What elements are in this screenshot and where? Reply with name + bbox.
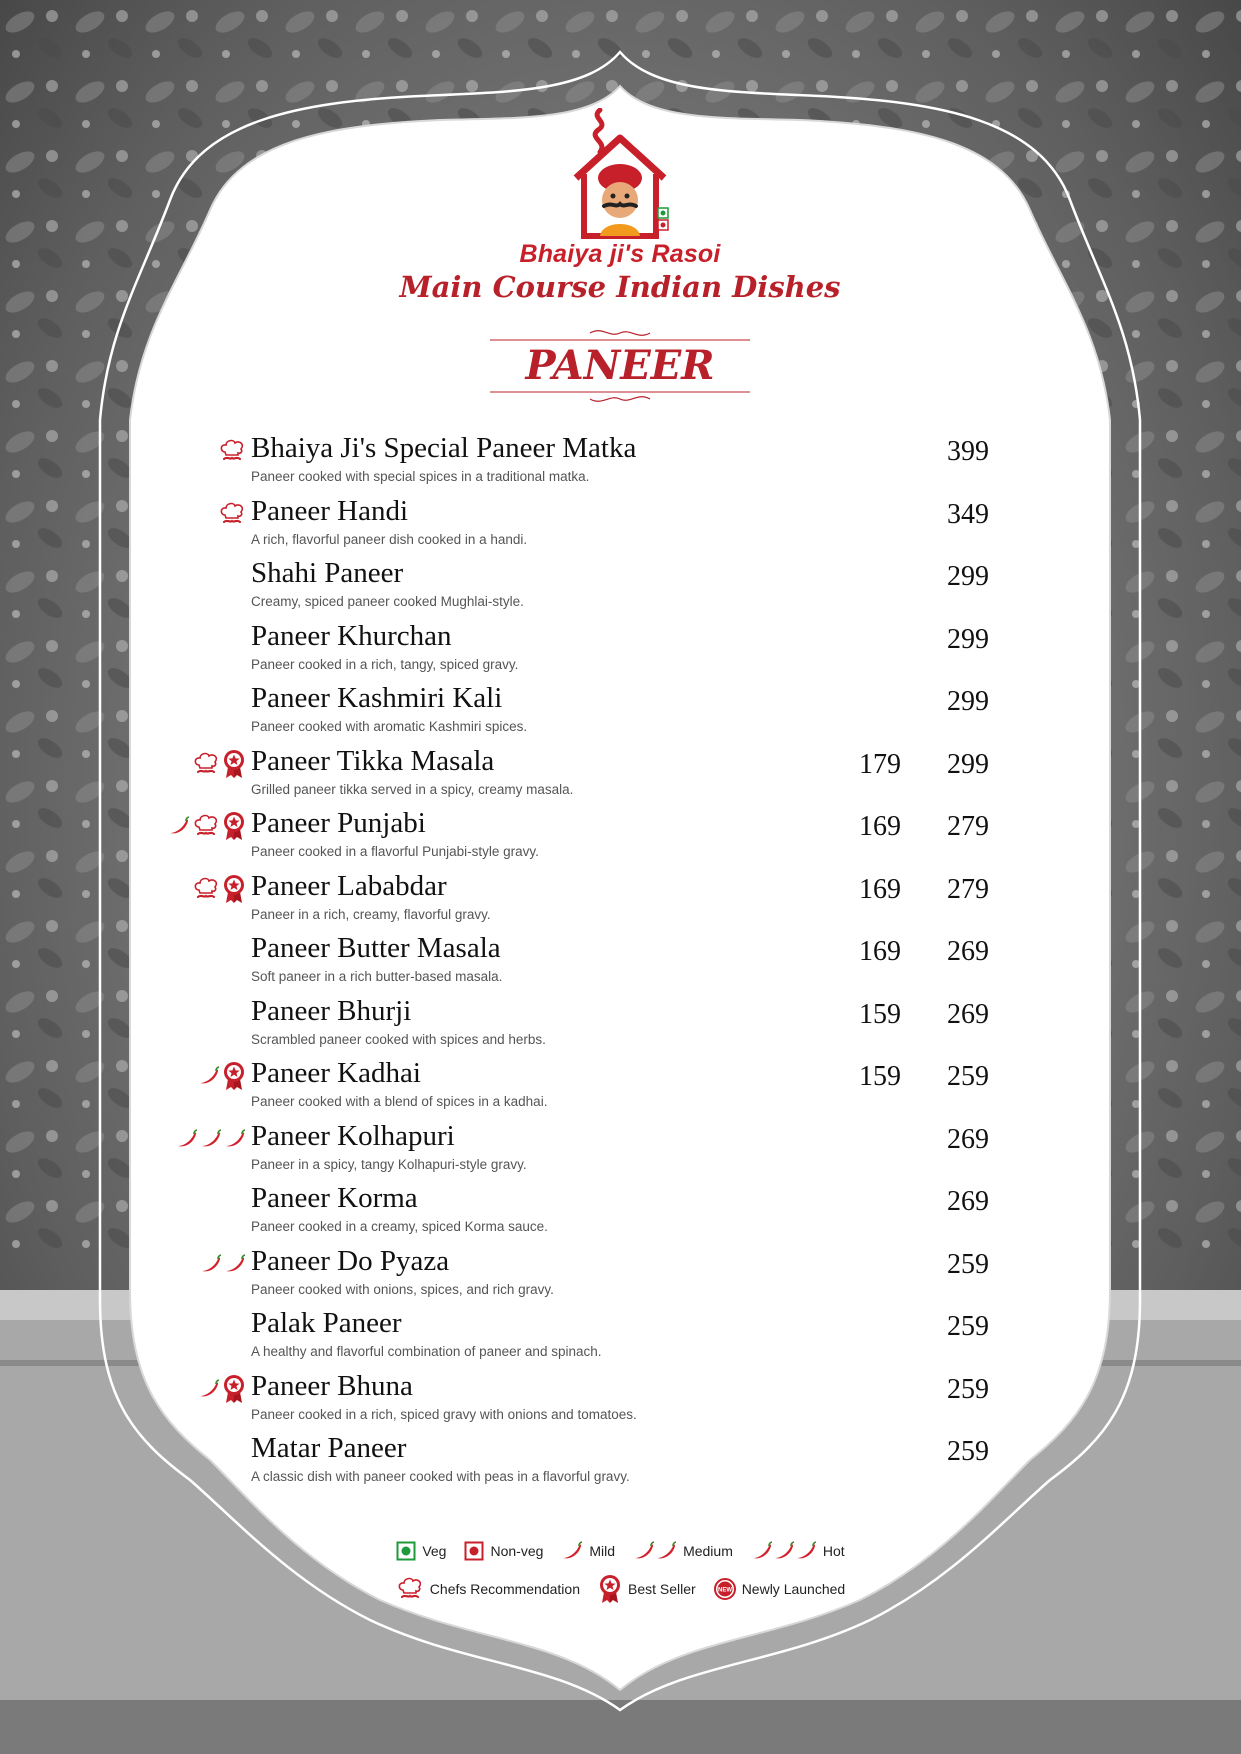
chili-icon — [168, 816, 190, 836]
legend-hot — [751, 1541, 845, 1561]
item-price-half: 179 — [859, 748, 901, 780]
item-description: Paneer cooked with aromatic Kashmiri spices. — [251, 719, 528, 734]
item-price-full: 259 — [947, 1061, 989, 1092]
legend-nonveg-label: Non-veg — [490, 1543, 544, 1559]
best-seller-icon — [598, 1574, 622, 1604]
new-badge-icon — [714, 1578, 736, 1600]
item-price-full: 299 — [947, 561, 989, 592]
section-title: PANEER — [525, 342, 715, 389]
legend-new — [714, 1578, 846, 1600]
veg-icon — [396, 1541, 416, 1561]
legend-row-tags — [0, 1574, 1241, 1604]
legend-chef — [396, 1575, 580, 1603]
menu-item — [0, 616, 1241, 679]
item-badges — [192, 875, 246, 903]
menu-item — [0, 1241, 1241, 1304]
legend-nonveg — [464, 1541, 543, 1561]
item-name: Paneer Tikka Masala — [251, 744, 495, 777]
item-description: Grilled paneer tikka served in a spicy, creamy masala. — [251, 781, 574, 797]
best-seller-icon — [222, 1061, 246, 1091]
legend-best — [598, 1574, 696, 1604]
chili-icon — [773, 1541, 795, 1561]
item-price-half: 159 — [859, 1061, 901, 1092]
item-badges — [218, 500, 246, 528]
item-description: A healthy and flavorful combination of paneer and spinach. — [251, 1344, 602, 1359]
brand-logo-icon — [570, 108, 670, 240]
menu-item — [0, 928, 1241, 991]
legend-medium-label: Medium — [683, 1543, 733, 1559]
menu-item — [0, 866, 1241, 929]
item-price-full: 269 — [947, 1186, 989, 1217]
best-seller-icon — [222, 874, 246, 904]
legend-best-label: Best Seller — [627, 1581, 696, 1597]
chili-icon — [633, 1541, 655, 1561]
item-name: Paneer Punjabi — [251, 807, 426, 839]
item-price-full: 299 — [947, 686, 989, 717]
item-description: Paneer cooked with special spices in a traditional matka. — [251, 469, 590, 484]
menu-item — [0, 1428, 1241, 1491]
chili-icon — [198, 1066, 220, 1086]
chef-hat-icon — [396, 1575, 424, 1603]
item-name: Paneer Khurchan — [251, 619, 452, 652]
item-description: Paneer cooked with onions, spices, and rich gravy. — [251, 1281, 554, 1297]
item-description: Paneer in a rich, creamy, flavorful gravy. — [251, 906, 491, 922]
item-price-full: 279 — [947, 873, 989, 905]
item-name: Matar Paneer — [251, 1432, 407, 1464]
item-description: Paneer cooked in a rich, spiced gravy with onions and tomatoes. — [251, 1406, 637, 1422]
best-seller-icon — [222, 811, 246, 841]
item-name: Shahi Paneer — [251, 557, 404, 589]
nonveg-icon — [464, 1541, 484, 1561]
item-name: Paneer Korma — [251, 1182, 418, 1214]
item-name: Paneer Kolhapuri — [251, 1119, 455, 1152]
chili-icon — [751, 1541, 817, 1561]
item-price-half: 169 — [859, 936, 901, 967]
chef-hat-icon — [192, 875, 220, 903]
item-name: Bhaiya Ji's Special Paneer Matka — [251, 432, 637, 464]
chef-hat-icon — [218, 437, 246, 465]
menu-item — [0, 1303, 1241, 1366]
legend-mild-label: Mild — [589, 1543, 616, 1559]
item-description: A rich, flavorful paneer dish cooked in a handi. — [251, 531, 528, 547]
item-price-full: 399 — [947, 436, 989, 467]
chili-icon — [751, 1541, 773, 1561]
item-price-half: 169 — [859, 811, 901, 842]
chili-icon — [224, 1254, 246, 1274]
chili-icon — [655, 1541, 677, 1561]
menu-item — [0, 803, 1241, 866]
chef-hat-icon — [192, 750, 220, 778]
item-name: Palak Paneer — [251, 1307, 402, 1339]
item-description: Paneer cooked in a rich, tangy, spiced gravy. — [251, 656, 519, 672]
item-price-full: 259 — [947, 1436, 989, 1467]
chili-icon — [561, 1541, 583, 1561]
item-badges — [200, 1250, 246, 1278]
item-badges — [176, 1125, 246, 1153]
item-name: Paneer Lababdar — [251, 869, 447, 902]
legend-chef-label: Chefs Recommendation — [429, 1581, 580, 1597]
item-name: Paneer Bhurji — [251, 994, 412, 1027]
legend — [0, 1536, 1241, 1612]
legend-new-label: Newly Launched — [741, 1581, 846, 1597]
item-name: Paneer Kashmiri Kali — [251, 682, 503, 714]
legend-medium — [633, 1541, 733, 1561]
menu-item — [0, 678, 1241, 741]
item-price-full: 269 — [947, 998, 989, 1030]
chili-icon — [200, 1254, 222, 1274]
chef-hat-icon — [218, 500, 246, 528]
legend-veg — [396, 1541, 446, 1561]
chili-icon — [198, 1379, 220, 1399]
item-name: Paneer Kadhai — [251, 1057, 421, 1089]
menu-item — [0, 1178, 1241, 1241]
legend-mild — [561, 1541, 615, 1561]
legend-veg-label: Veg — [422, 1543, 447, 1559]
item-name: Paneer Bhuna — [251, 1369, 413, 1402]
chili-icon — [200, 1129, 222, 1149]
item-price-full: 279 — [947, 811, 989, 842]
item-price-full: 259 — [947, 1311, 989, 1342]
legend-hot-label: Hot — [822, 1543, 845, 1559]
best-seller-icon — [222, 749, 246, 779]
item-badges — [192, 750, 246, 778]
menu-item — [0, 491, 1241, 554]
chili-icon — [795, 1541, 817, 1561]
item-description: Paneer cooked in a creamy, spiced Korma sauce. — [251, 1219, 548, 1234]
item-price-full: 299 — [947, 623, 989, 655]
chili-icon — [176, 1129, 198, 1149]
item-price-full: 259 — [947, 1373, 989, 1405]
best-seller-icon — [598, 1574, 622, 1604]
item-price-full: 299 — [947, 748, 989, 780]
item-description: A classic dish with paneer cooked with peas in a flavorful gravy. — [251, 1469, 630, 1484]
menu-item — [0, 428, 1241, 491]
menu-item — [0, 1053, 1241, 1116]
item-price-full: 259 — [947, 1248, 989, 1280]
menu-item-list — [0, 428, 1241, 1491]
item-description: Soft paneer in a rich butter-based masala. — [251, 969, 503, 984]
item-price-half: 169 — [859, 873, 901, 905]
item-description: Scrambled paneer cooked with spices and herbs. — [251, 1031, 546, 1047]
item-badges — [198, 1375, 246, 1403]
chili-icon — [633, 1541, 677, 1561]
menu-title: Main Course Indian Dishes — [399, 270, 841, 304]
item-description: Paneer cooked with a blend of spices in a kadhai. — [251, 1094, 548, 1109]
item-description: Paneer in a spicy, tangy Kolhapuri-style gravy. — [251, 1156, 527, 1172]
item-price-full: 349 — [947, 498, 989, 530]
brand-name: Bhaiya ji's Rasoi — [519, 240, 721, 268]
menu-item — [0, 553, 1241, 616]
new-badge-text: NEW — [717, 1587, 732, 1594]
menu-item — [0, 991, 1241, 1054]
chili-icon — [224, 1129, 246, 1149]
item-name: Paneer Do Pyaza — [251, 1244, 450, 1277]
menu-item — [0, 1116, 1241, 1179]
chili-icon — [561, 1541, 583, 1561]
legend-row-diet — [0, 1536, 1241, 1566]
item-description: Paneer cooked in a flavorful Punjabi-style gravy. — [251, 844, 539, 859]
item-price-half: 159 — [859, 998, 901, 1030]
menu-item — [0, 741, 1241, 804]
menu-item — [0, 1366, 1241, 1429]
item-description: Creamy, spiced paneer cooked Mughlai-style. — [251, 594, 524, 609]
best-seller-icon — [222, 1374, 246, 1404]
item-price-full: 269 — [947, 1123, 989, 1155]
chef-hat-icon — [192, 812, 220, 840]
item-price-full: 269 — [947, 936, 989, 967]
item-name: Paneer Handi — [251, 494, 409, 527]
item-badges — [168, 812, 246, 840]
item-badges — [218, 437, 246, 465]
chef-hat-icon — [396, 1575, 424, 1603]
item-badges — [198, 1062, 246, 1090]
item-name: Paneer Butter Masala — [251, 932, 501, 964]
